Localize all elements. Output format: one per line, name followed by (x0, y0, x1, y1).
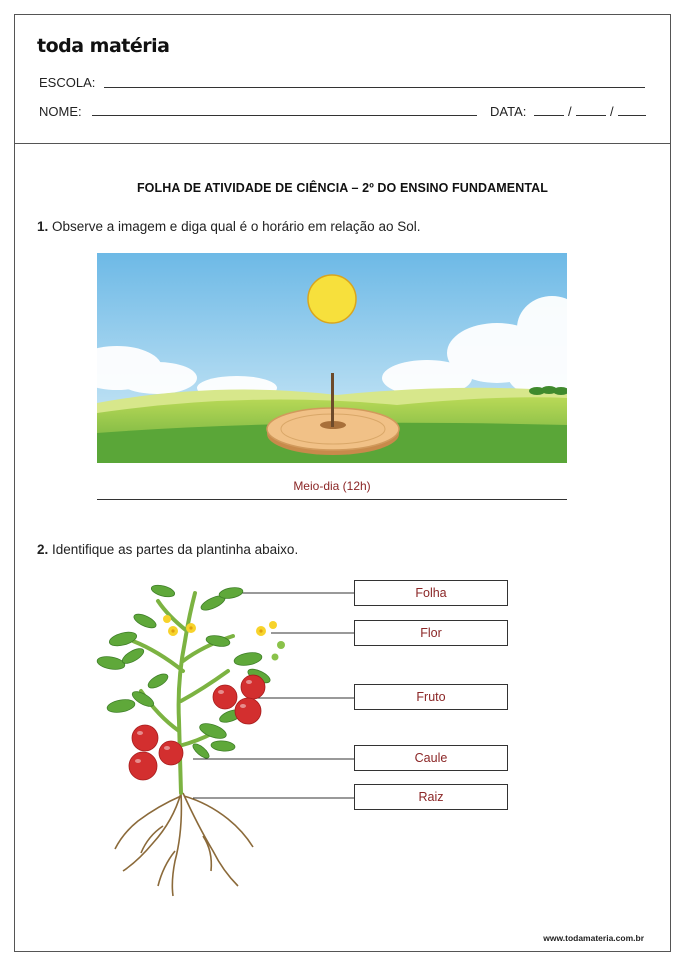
plant-part-label-raiz: Raiz (354, 784, 508, 810)
question-1-answer: Meio-dia (12h) (293, 479, 371, 493)
header-divider (15, 143, 670, 144)
question-1-answer-line (97, 499, 567, 500)
question-2-text: Identifique as partes da plantinha abaixo. (48, 542, 299, 557)
website-footer[interactable]: www.todamateria.com.br (543, 933, 644, 943)
question-1 (37, 219, 420, 234)
plant-part-label-fruto: Fruto (354, 684, 508, 710)
date-separator: / (610, 104, 614, 119)
tomato-plant-illustration (63, 581, 363, 901)
question-2-number: 2. (37, 542, 49, 557)
plant-part-label-caule: Caule (354, 745, 508, 771)
plant-part-label-folha: Folha (354, 580, 508, 606)
date-month-field[interactable] (576, 115, 606, 116)
question-2 (37, 542, 298, 557)
date-separator: / (568, 104, 572, 119)
name-field[interactable] (92, 115, 477, 116)
worksheet-title: FOLHA DE ATIVIDADE DE CIÊNCIA – 2º DO ENSINO FUNDAMENTAL (136, 181, 549, 195)
sun-icon (308, 275, 356, 323)
school-label: ESCOLA: (39, 75, 96, 90)
roots (115, 793, 253, 896)
question-1-number: 1. (37, 219, 49, 234)
date-year-field[interactable] (618, 115, 646, 116)
date-label: DATA: (490, 104, 527, 119)
brand-logo: toda matéria (37, 35, 170, 57)
worksheet-page (14, 14, 671, 952)
school-field[interactable] (104, 87, 645, 88)
question-1-text: Observe a imagem e diga qual é o horário em relação ao Sol. (48, 219, 421, 234)
plant-part-label-flor: Flor (354, 620, 508, 646)
name-label: NOME: (39, 104, 82, 119)
date-day-field[interactable] (534, 115, 564, 116)
sundial-scene-illustration (97, 253, 567, 463)
